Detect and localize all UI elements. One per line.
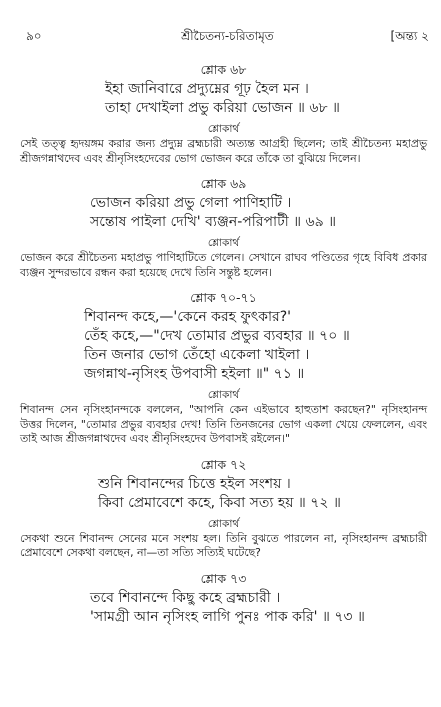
translation-heading: শ্লোকার্থ (207, 517, 240, 530)
verse-line: ভোজন করিয়া প্রভু গেলা পাণিহাটি । (90, 195, 292, 211)
translation-text: ভোজন করে শ্রীচৈতন্য মহাপ্রভু পাণিহাটিতে গেলেন। সেখানে রাঘব পণ্ডিতের গৃহে বিবিধ প্রকার ব্যঞ্জন সুন্দরভাবে রন্ধন করা হয়েছে দেখে তিনি সন্তুষ্ট হলেন। (20, 251, 427, 279)
sloka-block-72 (20, 457, 427, 561)
verse-line: তবে শিবানন্দে কিছু কহে ব্রহ্মচারী । (90, 589, 281, 606)
sloka-block-73 (20, 571, 427, 627)
translation-heading: শ্লোকার্থ (207, 123, 240, 135)
verse-line: তাহা দেখাইলা প্রভু করিয়া ভোজন ॥ ৬৮ ॥ (105, 100, 340, 116)
verse-line: জগন্নাথ-নৃসিংহ উপবাসী হইলা ॥" ৭১ ॥ (84, 366, 305, 382)
sloka-block-70-71 (20, 290, 427, 447)
book-title: শ্রীচৈতন্য-চরিতামৃত (181, 29, 274, 43)
verse-line: 'সামগ্রী আন নৃসিংহ লাগি পুনঃ পাক করি' ॥ ৭৩ ॥ (90, 608, 365, 625)
verse-line: শুনি শিবানন্দের চিত্তে হইল সংশয় । (98, 475, 291, 492)
translation-text: সেকথা শুনে শিবানন্দ সেনের মনে সংশয় হল। তিনি বুঝতে পারলেন না, নৃসিংহানন্দ ব্রহ্মচারী প্রেমাবেশে সেকথা বলছেন, না—তা সত্যি সত্যিই ঘটেছে? (20, 531, 427, 559)
sloka-block-68 (20, 62, 427, 166)
sloka-heading: শ্লোক ৬৮ (200, 62, 247, 77)
sloka-heading: শ্লোক ৬৯ (200, 176, 247, 191)
verse-line: তেঁহ কহে,—"দেখ তোমার প্রভুর ব্যবহার ॥ ৭০ ॥ (84, 328, 350, 344)
translation-text: শিবানন্দ সেন নৃসিংহানন্দকে বললেন, "আপনি কেন এইভাবে হাহুতাশ করছেন?" নৃসিংহানন্দ উত্তর দিলেন, "তোমার প্রভুর ব্যবহার দেখ! তিনি তিনজনের ভোগ একলা খেয়ে ফেললেন, এবং তাই আজ শ্রীজগন্নাথদেব এবং শ্রীনৃসিংহদেব উপবাসই রইলেন।" (20, 403, 427, 445)
translation-text: সেই তত্ত্ব হৃদয়ঙ্গম করার জন্য প্রদ্যুম্ন ব্রহ্মচারী অত্যন্ত আগ্রহী ছিলেন; তাই শ্রীচৈতন্য মহাপ্রভু শ্রীজগন্নাথদেব এবং শ্রীনৃসিংহদেবের ভোগ ভোজন করে তাঁকে তা বুঝিয়ে দিলেন। (20, 137, 427, 165)
verse-line: সন্তোষ পাইলা দেখি' ব্যঞ্জন-পরিপাটী ॥ ৬৯ ॥ (90, 214, 337, 230)
sloka-heading: শ্লোক ৭২ (200, 456, 247, 472)
translation-heading: শ্লোকার্থ (207, 389, 240, 401)
page-body (20, 62, 427, 627)
verse-line: কিবা প্রেমাবেশে কহে, কিবা সত্য হয় ॥ ৭২ ॥ (98, 494, 341, 511)
sloka-heading: শ্লোক ৭৩ (200, 570, 247, 586)
sloka-block-69 (20, 176, 427, 280)
page-header (26, 28, 429, 46)
section-label: [অন্ত্য ২ (390, 29, 429, 43)
sloka-heading: শ্লোক ৭০-৭১ (190, 290, 257, 305)
translation-heading: শ্লোকার্থ (207, 237, 240, 249)
verse-line: তিন জনার ভোগ তেঁহো একেলা খাইলা । (84, 347, 310, 363)
verse-line: শিবানন্দ কহে,—'কেনে করহ ফুৎকার?' (84, 309, 292, 325)
page-number: ৯০ (26, 29, 42, 43)
verse-line: ইহা জানিবারে প্রদ্যুম্নের গূঢ় হৈল মন । (105, 81, 309, 97)
